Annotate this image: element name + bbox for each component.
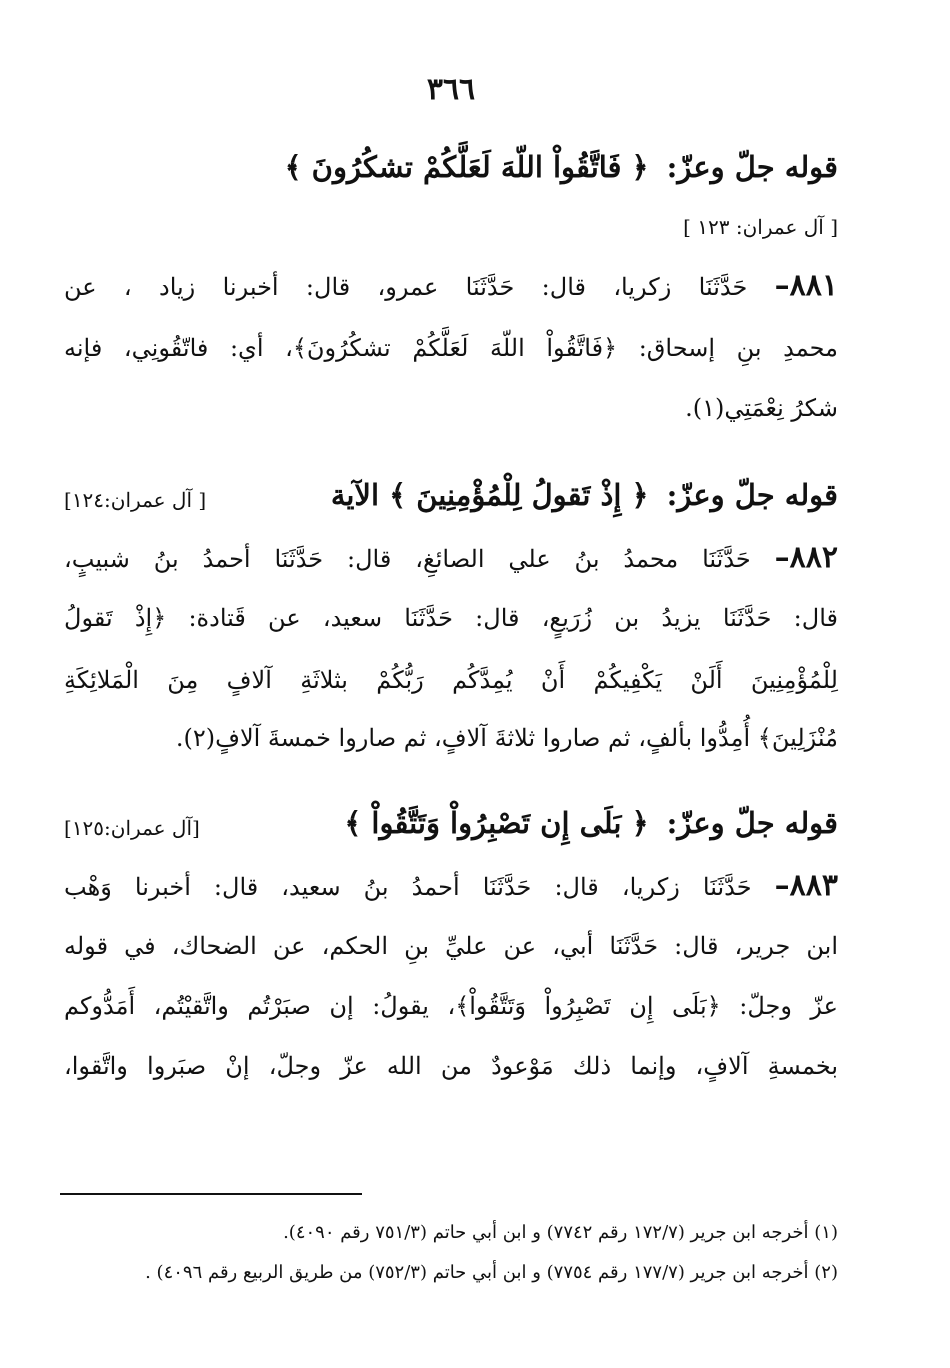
text-line (64, 266, 838, 307)
section-heading-3 (64, 806, 838, 840)
text-line: عزّ وجلّ: ﴿بَلَى إِن تَصْبِرُواْ وَتَتَّقُواْ﴾، يقولُ: إن صبَرْتُم واتَّقيْتُم، أَمَدُّوكم (64, 992, 838, 1020)
verse-reference: [ آل عمران: ١٢٣ ] (683, 215, 838, 239)
heading-quran-verse: ﴿ إِذْ تَقولُ لِلْمُؤْمِنِينَ ﴾ الآية (330, 478, 649, 512)
text-line: بخمسةِ آلافٍ، وإنما ذلك مَوْعودٌ من الله عزّ وجلّ، إنْ صبَروا واتَّقوا، (64, 1052, 838, 1080)
heading-quran-verse: ﴿ فَاتَّقُواْ اللّهَ لَعَلَّكُمْ تشكُرُونَ ﴾ (284, 150, 649, 184)
footnote-1: (١) أخرجه ابن جرير (١٧٢/٧ رقم ٧٧٤٢) و ابن أبي حاتم (٧٥١/٣ رقم ٤٠٩٠). (283, 1222, 838, 1243)
section-heading-2 (64, 478, 838, 512)
hadith-number: ٨٨١– (774, 268, 838, 303)
hadith-number: ٨٨٢– (774, 540, 838, 575)
footnote-2: (٢) أخرجه ابن جرير (١٧٧/٧ رقم ٧٧٥٤) و ابن أبي حاتم (٧٥٢/٣) من طريق الربيع رقم ٤٠٩٦) . (145, 1262, 838, 1283)
text-line: لِلْمُؤْمِنِينَ أَلَنْ يَكْفِيكُمْ أَنْ يُمِدَّكُم رَبُّكُمْ بثلاثَةِ آلافٍ مِنَ الْمَلائِكَةِ (64, 666, 838, 694)
document-page (64, 0, 838, 1368)
line-text: حَدَّثَنَا محمدُ بنُ علي الصائغِ، قال: حَدَّثَنَا أحمدُ بنُ شبيبٍ، (64, 545, 751, 573)
line-text: حَدَّثَنَا زكريا، قال: حَدَّثَنَا عمرو، قال: أخبرنا زياد ، عن (64, 273, 748, 301)
text-line (64, 538, 838, 579)
text-line: شكرُ نِعْمَتِي(١). (685, 394, 838, 422)
text-line: محمدِ بنِ إسحاق: ﴿فَاتَّقُواْ اللّهَ لَعَلَّكُمْ تشكُرُونَ﴾، أي: فاتّقُونِي، فإنه (64, 334, 838, 362)
line-text: حَدَّثَنَا زكريا، قال: حَدَّثَنَا أحمدُ بنُ سعيد، قال: أخبرنا وَهْب (64, 873, 752, 901)
text-line: قال: حَدَّثَنَا يزيدُ بن زُرَيعٍ، قال: حَدَّثَنَا سعيد، عن قَتادة: ﴿إِذْ تَقولُ (64, 604, 838, 632)
heading-lead: قوله جلّ وعزّ: (666, 806, 838, 840)
heading-lead: قوله جلّ وعزّ: (666, 478, 838, 512)
verse-reference: [آل عمران:١٢٥] (64, 816, 200, 840)
footnote-divider (60, 1193, 362, 1195)
text-line: مُنْزَلِينَ﴾ أُمِدُّوا بألفٍ، ثم صاروا ثلاثةَ آلافٍ، ثم صاروا خمسةَ آلافٍ(٢). (175, 724, 838, 752)
hadith-number: ٨٨٣– (774, 868, 838, 903)
text-line (64, 866, 838, 907)
text-line: ابن جرير، قال: حَدَّثَنَا أبي، عن عليِّ بنِ الحكم، عن الضحاك، في قوله (64, 932, 838, 960)
page-number: ٣٦٦ (426, 72, 476, 107)
section-heading-1 (64, 150, 838, 184)
verse-reference: [ آل عمران:١٢٤] (64, 488, 207, 512)
heading-quran-verse: ﴿ بَلَى إِن تَصْبِرُواْ وَتَتَّقُواْ ﴾ (344, 806, 649, 840)
heading-lead: قوله جلّ وعزّ: (666, 150, 838, 184)
